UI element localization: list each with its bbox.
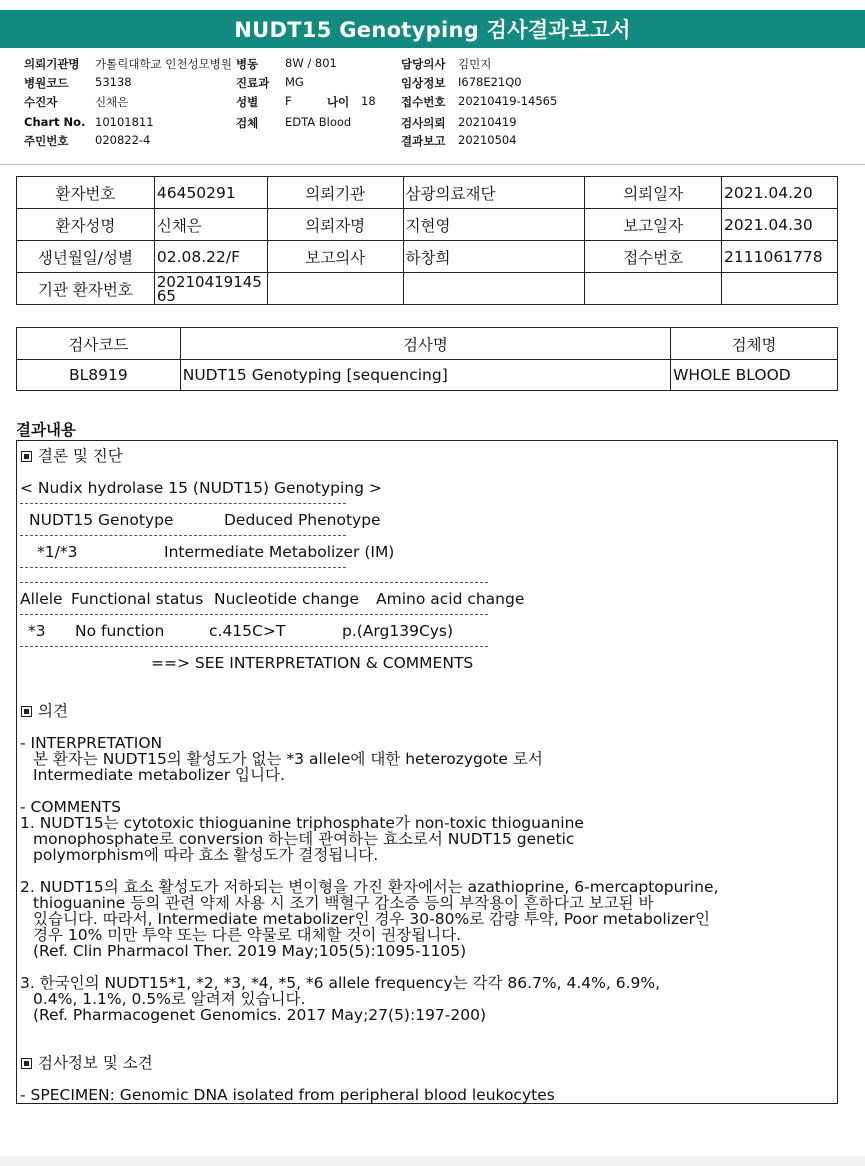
org-patient-no-label: 기관 환자번호 bbox=[17, 273, 155, 305]
page-footer-band bbox=[0, 1156, 865, 1166]
hospital-code-label: 병원코드 bbox=[24, 76, 69, 90]
interpretation-line-2: Intermediate metabolizer 입니다. bbox=[33, 766, 285, 784]
comment-2-line-1: 2. NUDT15의 효소 활성도가 저하되는 변이형을 가진 환자에서는 azathioprine, 6-mercaptopurine, bbox=[20, 878, 719, 896]
results-box bbox=[16, 440, 838, 1104]
specimen-label: 검체 bbox=[236, 116, 259, 130]
table-row bbox=[17, 177, 838, 209]
square-bullet-icon bbox=[21, 706, 32, 717]
empty-cell bbox=[403, 273, 585, 305]
divider bbox=[20, 614, 488, 615]
conclusion-heading-text: 결론 및 진단 bbox=[38, 447, 123, 465]
empty-cell bbox=[722, 273, 838, 305]
report-date-value: 20210504 bbox=[458, 133, 517, 147]
receipt-no-label: 접수번호 bbox=[585, 241, 722, 273]
report-date-label: 결과보고 bbox=[401, 134, 446, 148]
phenotype-value: Intermediate Metabolizer (IM) bbox=[164, 543, 395, 561]
specimen-line: - SPECIMEN: Genomic DNA isolated from peripheral blood leukocytes bbox=[20, 1086, 555, 1104]
header-divider bbox=[0, 164, 865, 165]
comment-2-line-4: 경우 10% 미만 투약 또는 다른 약물로 대체할 것이 권장됩니다. bbox=[33, 926, 462, 944]
comment-1-line-1: 1. NUDT15는 cytotoxic thioguanine triphosphate가 non-toxic thioguanine bbox=[20, 814, 584, 832]
see-interpretation-note: ==> SEE INTERPRETATION & COMMENTS bbox=[151, 654, 474, 672]
chart-label: Chart No. bbox=[24, 115, 86, 129]
comments-title: - COMMENTS bbox=[20, 798, 121, 816]
patient-no-label: 환자번호 bbox=[17, 177, 155, 209]
table-row bbox=[17, 328, 838, 360]
requester-label: 의뢰자명 bbox=[267, 209, 403, 241]
test-code-value: BL8919 bbox=[17, 360, 181, 391]
reporting-doctor-value: 하창희 bbox=[403, 241, 585, 273]
comment-1-line-2: monophosphate로 conversion 하는데 관여하는 효소로서 NUDT15 genetic bbox=[33, 830, 575, 848]
doctor-label: 담당의사 bbox=[401, 57, 446, 71]
opinion-heading-text: 의견 bbox=[38, 702, 68, 720]
amino-value: p.(Arg139Cys) bbox=[342, 622, 454, 640]
org-patient-no-line-1: 20210419145 bbox=[156, 272, 262, 291]
comment-3-reference: (Ref. Pharmacogenet Genomics. 2017 May;27(5):197-200) bbox=[33, 1006, 487, 1024]
patient-info-table bbox=[16, 176, 838, 305]
report-date-label-2: 보고일자 bbox=[585, 209, 722, 241]
specimen-value: EDTA Blood bbox=[285, 115, 352, 129]
test-info-heading bbox=[21, 1055, 153, 1071]
allele-column-header: Allele bbox=[20, 590, 63, 608]
comment-2-line-2: thioguanine 등의 관련 약제 사용 시 조기 백혈구 감소증 등의 부작용이 흔하다고 보고된 바 bbox=[33, 894, 654, 912]
hospital-code-value: 53138 bbox=[95, 75, 132, 89]
amino-column-header: Amino acid change bbox=[376, 590, 525, 608]
report-header bbox=[0, 56, 865, 152]
table-row bbox=[17, 360, 838, 391]
divider bbox=[20, 567, 346, 568]
test-code-header: 검사코드 bbox=[17, 328, 181, 360]
square-bullet-icon bbox=[21, 1058, 32, 1069]
request-date-label: 의뢰일자 bbox=[585, 177, 722, 209]
table-row bbox=[17, 209, 838, 241]
age-value: 18 bbox=[361, 94, 376, 108]
receipt-value: 20210419-14565 bbox=[458, 94, 558, 108]
table-row bbox=[17, 241, 838, 273]
empty-cell bbox=[585, 273, 722, 305]
hospital-label: 의뢰기관명 bbox=[24, 57, 80, 71]
chart-value: 10101811 bbox=[95, 115, 154, 129]
dept-value: MG bbox=[285, 75, 304, 89]
genotype-column-header: NUDT15 Genotype bbox=[29, 511, 174, 529]
comment-2-line-3: 있습니다. 따라서, Intermediate metabolizer인 경우 30-80%로 감량 투약, Poor metabolizer인 bbox=[33, 910, 710, 928]
functional-column-header: Functional status bbox=[71, 590, 204, 608]
results-section-title: 결과내용 bbox=[16, 421, 76, 439]
requesting-org-value: 삼광의료재단 bbox=[403, 177, 585, 209]
functional-value: No function bbox=[75, 622, 165, 640]
requesting-org-label: 의뢰기관 bbox=[267, 177, 403, 209]
sex-value: F bbox=[285, 94, 292, 108]
patient-no-value: 46450291 bbox=[154, 177, 267, 209]
report-title: NUDT15 Genotyping 검사결과보고서 bbox=[0, 10, 865, 48]
comment-2-reference: (Ref. Clin Pharmacol Ther. 2019 May;105(5):1095-1105) bbox=[33, 942, 467, 960]
specimen-name-header: 검체명 bbox=[671, 328, 838, 360]
patient-name-value: 신채은 bbox=[154, 209, 267, 241]
square-bullet-icon bbox=[21, 451, 32, 462]
gene-title: < Nudix hydrolase 15 (NUDT15) Genotyping > bbox=[20, 479, 382, 497]
hospital-value: 가톨릭대학교 인천성모병원 bbox=[95, 57, 232, 71]
test-name-header: 검사명 bbox=[180, 328, 670, 360]
empty-cell bbox=[267, 273, 403, 305]
dept-label: 진료과 bbox=[236, 76, 270, 90]
rrn-value: 020822-4 bbox=[95, 133, 151, 147]
interpretation-title: - INTERPRETATION bbox=[20, 734, 163, 752]
reporting-doctor-label: 보고의사 bbox=[267, 241, 403, 273]
opinion-heading bbox=[21, 703, 68, 719]
nucleotide-column-header: Nucleotide change bbox=[214, 590, 359, 608]
test-info-heading-text: 검사정보 및 소견 bbox=[38, 1054, 153, 1072]
request-value: 20210419 bbox=[458, 115, 517, 129]
table-row bbox=[17, 273, 838, 305]
interpretation-line-1: 본 환자는 NUDT15의 활성도가 없는 *3 allele에 대한 heterozygote 로서 bbox=[33, 750, 543, 768]
birth-sex-label: 생년월일/성별 bbox=[17, 241, 155, 273]
ward-label: 병동 bbox=[236, 57, 259, 71]
divider bbox=[20, 646, 488, 647]
age-label: 나이 bbox=[327, 95, 350, 109]
test-name-value: NUDT15 Genotyping [sequencing] bbox=[180, 360, 670, 391]
allele-value: *3 bbox=[28, 622, 46, 640]
report-date-value-2: 2021.04.30 bbox=[722, 209, 838, 241]
divider bbox=[20, 535, 346, 536]
clinical-value: I678E21Q0 bbox=[458, 75, 522, 89]
comment-1-line-3: polymorphism에 따라 효소 활성도가 결정됩니다. bbox=[33, 846, 379, 864]
patient-label: 수진자 bbox=[24, 95, 58, 109]
request-label: 검사의뢰 bbox=[401, 116, 446, 130]
clinical-label: 임상정보 bbox=[401, 76, 446, 90]
org-patient-no-value bbox=[154, 273, 267, 305]
specimen-name-value: WHOLE BLOOD bbox=[671, 360, 838, 391]
receipt-label: 접수번호 bbox=[401, 95, 446, 109]
nucleotide-value: c.415C>T bbox=[209, 622, 286, 640]
receipt-no-value: 2111061778 bbox=[722, 241, 838, 273]
genotype-value: *1/*3 bbox=[37, 543, 78, 561]
ward-value: 8W / 801 bbox=[285, 56, 337, 70]
patient-value: 신채은 bbox=[95, 95, 129, 109]
request-date-value: 2021.04.20 bbox=[722, 177, 838, 209]
comment-3-line-1: 3. 한국인의 NUDT15*1, *2, *3, *4, *5, *6 allele frequency는 각각 86.7%, 4.4%, 6.9%, bbox=[20, 974, 661, 992]
comment-3-line-2: 0.4%, 1.1%, 0.5%로 알려져 있습니다. bbox=[33, 990, 306, 1008]
birth-sex-value: 02.08.22/F bbox=[154, 241, 267, 273]
rrn-label: 주민번호 bbox=[24, 134, 69, 148]
requester-value: 지현영 bbox=[403, 209, 585, 241]
phenotype-column-header: Deduced Phenotype bbox=[224, 511, 381, 529]
conclusion-heading bbox=[21, 448, 123, 464]
patient-name-label: 환자성명 bbox=[17, 209, 155, 241]
doctor-value: 김민지 bbox=[458, 57, 492, 71]
divider bbox=[20, 582, 488, 583]
org-patient-no-line-2: 65 bbox=[156, 286, 176, 305]
test-table bbox=[16, 327, 838, 391]
sex-label: 성별 bbox=[236, 95, 259, 109]
divider bbox=[20, 503, 346, 504]
